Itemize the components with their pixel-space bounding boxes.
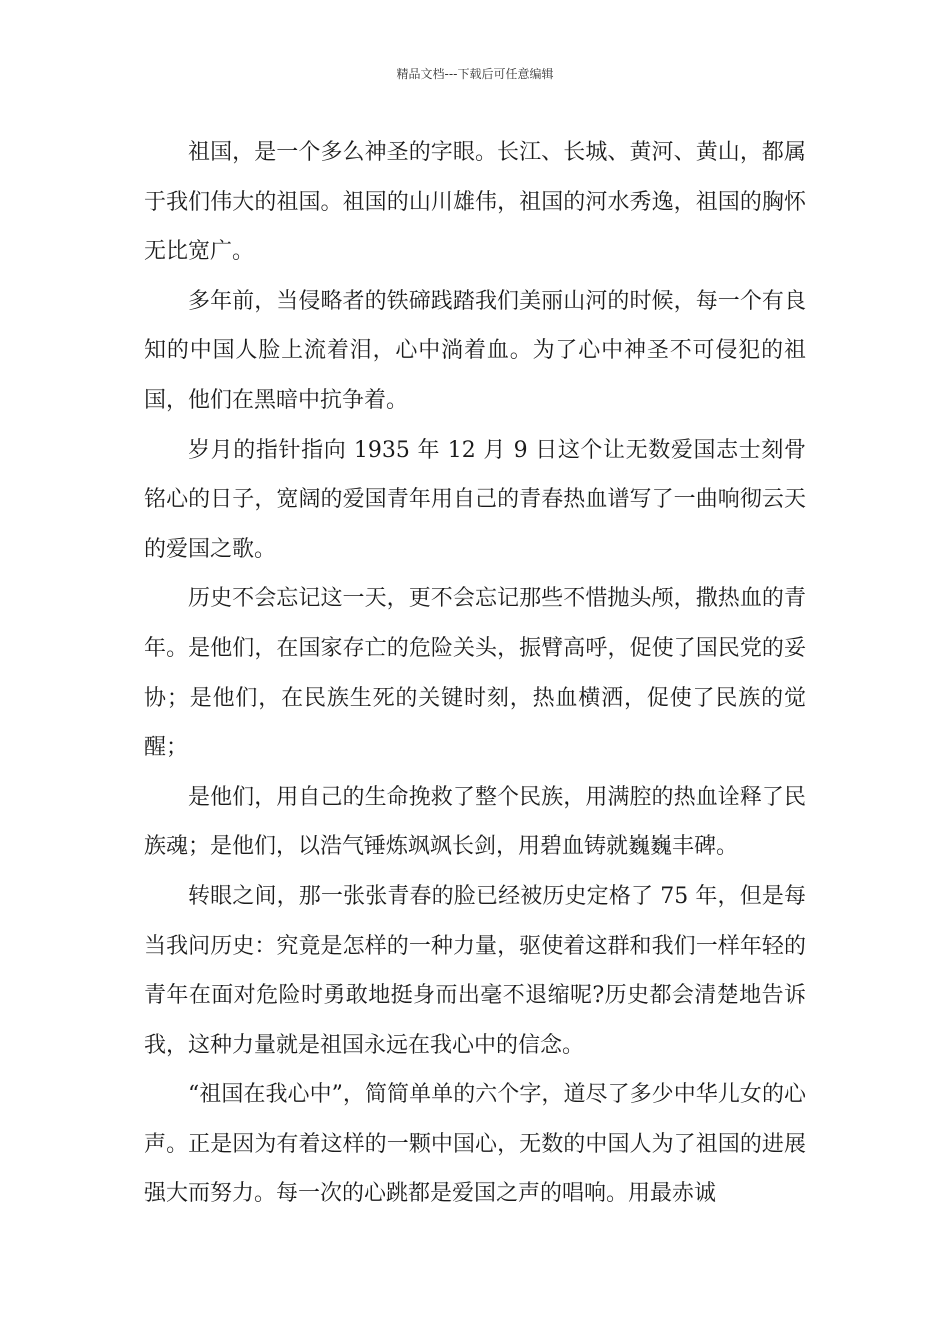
page-header: 精品文档---下载后可任意编辑: [396, 67, 554, 81]
paragraph: 历史不会忘记这一天，更不会忘记那些不惜抛头颅，撒热血的青年。是他们，在国家存亡的危险关头，振臂高呼，促使了国民党的妥协；是他们，在民族生死的关键时刻，热血横洒，促使了民族的觉醒；: [144, 586, 806, 761]
paragraph: 是他们，用自己的生命挽救了整个民族，用满腔的热血诠释了民族魂；是他们，以浩气锤炼飒飒长剑，用碧血铸就巍巍丰碑。: [144, 784, 806, 860]
paragraph: 转眼之间，那一张张青春的脸已经被历史定格了 75 年，但是每当我问历史：究竟是怎样的一种力量，驱使着这群和我们一样年轻的青年在面对危险时勇敢地挺身而出毫不退缩呢?历史都会清楚地告诉我，这种力量就是祖国永远在我心中的信念。: [144, 883, 806, 1058]
paragraph: “祖国在我心中”，简简单单的六个字，道尽了多少中华儿女的心声。正是因为有着这样的一颗中国心，无数的中国人为了祖国的进展强大而努力。每一次的心跳都是爱国之声的唱响。用最赤诚: [144, 1082, 806, 1207]
document-body: [144, 128, 806, 1219]
paragraph: 多年前，当侵略者的铁碲践踏我们美丽山河的时候，每一个有良知的中国人脸上流着泪，心中淌着血。为了心中神圣不可侵犯的祖国，他们在黑暗中抗争着。: [144, 288, 806, 413]
paragraph: 岁月的指针指向 1935 年 12 月 9 日这个让无数爱国志士刻骨铭心的日子，宽阔的爱国青年用自己的青春热血谱写了一曲响彻云天的爱国之歌。: [144, 437, 806, 562]
paragraph: 祖国，是一个多么神圣的字眼。长江、长城、黄河、黄山，都属于我们伟大的祖国。祖国的山川雄伟，祖国的河水秀逸，祖国的胸怀无比宽广。: [144, 140, 806, 265]
